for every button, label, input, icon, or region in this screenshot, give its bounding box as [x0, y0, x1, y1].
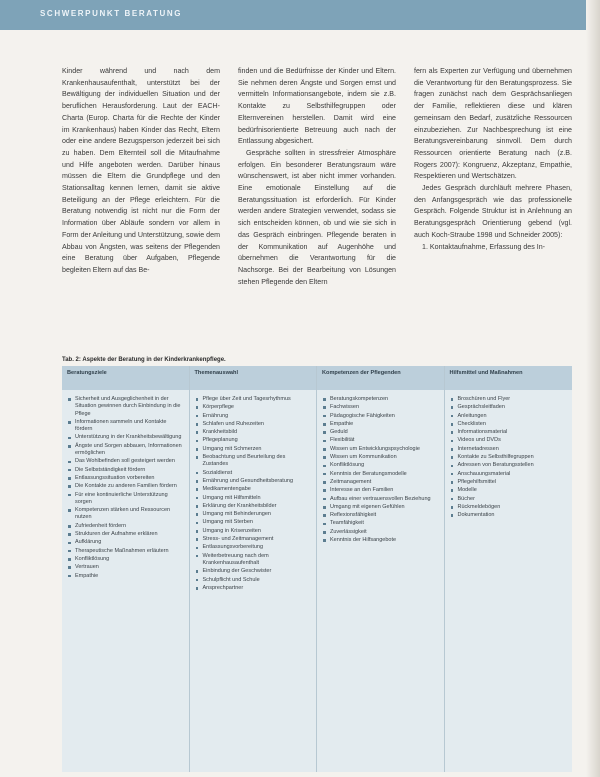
table-item: Gesprächsleitfaden — [450, 404, 569, 411]
table-item: Unterstützung in der Krankheitsbewältigung — [67, 434, 185, 441]
table-item: Ernährung — [195, 413, 313, 420]
table-item: Einbindung der Geschwister — [195, 568, 313, 575]
table-item: Zuverlässigkeit — [322, 529, 440, 536]
table-item: Flexibilität — [322, 437, 440, 444]
table-header: Beratungsziele — [62, 366, 189, 390]
table-item: Entlassungssituation vorbereiten — [67, 475, 185, 482]
table-item: Broschüren und Flyer — [450, 396, 569, 403]
table-header: Hilfsmittel und Maßnahmen — [445, 366, 573, 390]
table-item: Sozialdienst — [195, 470, 313, 477]
table-item: Fachwissen — [322, 404, 440, 411]
table-item: Empathie — [67, 573, 185, 580]
table-item: Aufbau einer vertrauensvollen Beziehung — [322, 496, 440, 503]
table-item: Strukturen der Aufnahme erklären — [67, 531, 185, 538]
table-item: Bücher — [450, 496, 569, 503]
table-item: Ernährung und Gesundheitsberatung — [195, 478, 313, 485]
table-item: Konfliktlösung — [322, 462, 440, 469]
table-item: Schlafen und Ruhezeiten — [195, 421, 313, 428]
paragraph: fern als Experten zur Verfügung und übernehmen die Verantwortung für den Beratungsprozess. Sie fragen zunächst nach dem Gesprächsanliegen der Familie, reflektieren diese und klären gemeinsam den Bedarf, zusätzliche Ressourcen einzubeziehen. Zur Nachbesprechung ist eine Beratungsvereinbarung sinnvoll. Dem durch Ressourcen orientierte Beratung nach (z.B. Rogers 2007): Kongruenz, Akzeptanz, Empathie, Respektieren und Wertschätzen. — [414, 67, 572, 181]
table-item: Anleitungen — [450, 413, 569, 420]
table-item: Krankheitsbild — [195, 429, 313, 436]
table-item: Geduld — [322, 429, 440, 436]
table-item: Für eine kontinuierliche Unterstützung sorgen — [67, 492, 185, 507]
table-item: Beobachtung und Beurteilung des Zustandes — [195, 454, 313, 469]
paragraph: Gespräche sollten in stressfreier Atmosphäre erfolgen. Ein besonderer Beratungsraum wäre wünschenswert, ist aber nicht immer vorhanden. Eine emotionale Einstellung auf die Beratungssituation ist erforderlich. Für Kinder werden andere Strategien verwendet, sodass sie sich entscheiden können, ob und wie sie sich in das Gespräch einbringen. Pflegende beraten in der Kommunikation auf Augenhöhe und übernehmen die Verantwortung für die Nachsorge. Bei der Bearbeitung von Lösungen stehen Pflegende den Eltern — [238, 148, 396, 286]
text-column-1 — [62, 66, 220, 351]
table-item: Die Kontakte zu anderen Familien fördern — [67, 483, 185, 490]
table-caption: Tab. 2: Aspekte der Beratung in der Kinderkrankenpflege. — [62, 357, 226, 363]
table-item: Pflegeplanung — [195, 437, 313, 444]
table-item: Internetadressen — [450, 446, 569, 453]
table-item: Wissen um Kommunikation — [322, 454, 440, 461]
table-item: Umgang mit Sterben — [195, 519, 313, 526]
table-item: Teamfähigkeit — [322, 520, 440, 527]
table-list — [62, 390, 189, 580]
table-item: Rückmeldebögen — [450, 504, 569, 511]
table-item: Kontakte zu Selbsthilfegruppen — [450, 454, 569, 461]
table-item: Zufriedenheit fördern — [67, 523, 185, 530]
table-item: Sicherheit und Ausgeglichenheit in der Situation gewinnen durch Einbindung in die Pflege — [67, 396, 185, 418]
table-item: Konfliktlösung — [67, 556, 185, 563]
table-item: Checklisten — [450, 421, 569, 428]
table-item: Medikamentengabe — [195, 486, 313, 493]
table-item: Pflege über Zeit und Tagesrhythmus — [195, 396, 313, 403]
text-column-3 — [414, 66, 572, 351]
table-item: Kenntnis der Hilfsangebote — [322, 537, 440, 544]
table-list — [190, 390, 317, 592]
table-item: Kenntnis der Beratungsmodelle — [322, 471, 440, 478]
table-list — [445, 390, 573, 519]
table-item: Umgang in Krisenzeiten — [195, 528, 313, 535]
article-body — [62, 66, 572, 351]
table-item: Umgang mit Hilfsmitteln — [195, 495, 313, 502]
table-column-goals — [62, 366, 190, 772]
table-item: Schulpflicht und Schule — [195, 577, 313, 584]
table-item: Anschauungsmaterial — [450, 471, 569, 478]
table-item: Interesse an den Familien — [322, 487, 440, 494]
table-item: Ängste und Sorgen abbauen, Informationen ermöglichen — [67, 443, 185, 458]
table-header: Themenauswahl — [190, 366, 317, 390]
section-header-bar — [0, 0, 600, 30]
table-item: Umgang mit Schmerzen — [195, 446, 313, 453]
table-item: Reflexionsfähigkeit — [322, 512, 440, 519]
table-item: Zeitmanagement — [322, 479, 440, 486]
table-header: Kompetenzen der Pflegenden — [317, 366, 444, 390]
paragraph: finden und die Bedürfnisse der Kinder und Eltern. Sie nehmen deren Ängste und Sorgen ernst und vermitteln Informationsangebote, indem sie z.B. Kontakte zu Selbsthilfegruppen oder Elternvereinen herstellen. Damit wird eine bedürfnisorientierte Betreuung auch nach der Entlassung abgesichert. — [238, 67, 396, 146]
table-item: Vertrauen — [67, 564, 185, 571]
table-item: Pflegehilfsmittel — [450, 479, 569, 486]
table-item: Das Wohlbefinden soll gesteigert werden — [67, 458, 185, 465]
table-item: Adressen von Beratungsstellen — [450, 462, 569, 469]
paragraph: 1. Kontaktaufnahme, Erfassung des In- — [422, 242, 546, 251]
table-item: Entlassungsvorbereitung — [195, 544, 313, 551]
table-item: Umgang mit eigenen Gefühlen — [322, 504, 440, 511]
section-title: SCHWERPUNKT BERATUNG — [40, 9, 183, 18]
table-item: Dokumentation — [450, 512, 569, 519]
page-edge-shadow — [586, 0, 600, 777]
table-item: Informationen sammeln und Kontakte fördern — [67, 419, 185, 434]
table-item: Körperpflege — [195, 404, 313, 411]
table-item: Ansprechpartner — [195, 585, 313, 592]
text-column-2 — [238, 66, 396, 351]
table-item: Wissen um Entwicklungspsychologie — [322, 446, 440, 453]
table-column-topics — [190, 366, 318, 772]
table-item: Stress- und Zeitmanagement — [195, 536, 313, 543]
table-item: Weiterbetreuung nach dem Krankenhausaufenthalt — [195, 553, 313, 568]
table-item: Umgang mit Behinderungen — [195, 511, 313, 518]
table-column-aids — [445, 366, 573, 772]
table-item: Informationsmaterial — [450, 429, 569, 436]
table-item: Die Selbstständigkeit fördern — [67, 467, 185, 474]
table-item: Pädagogische Fähigkeiten — [322, 413, 440, 420]
table-item: Therapeutische Maßnahmen erläutern — [67, 548, 185, 555]
table-item: Kompetenzen stärken und Ressourcen nutzen — [67, 507, 185, 522]
table-item: Erklärung der Krankheitsbilder — [195, 503, 313, 510]
paragraph: Kinder während und nach dem Krankenhausaufenthalt, unterstützt bei der Bewältigung der individuellen Situation und der beruflichen Herausforderung. Laut der EACH-Charta (Europ. Charta für die Rechte der Kinder im Krankenhaus) haben Kinder das Recht, Eltern oder eine andere Bezugsperson jederzeit bei sich zu haben. Dem Elternteil soll die Mitaufnahme und Hilfe angeboten werden. Darüber hinaus müssen die Eltern die Grundpflege und den Stationsalltag kennen lernen, damit sie aktive Beteiligung an der Pflege erleichtern. Für die Beratung notwendig ist nicht nur die Form der Information über Abläufe sondern vor allem in Form der Anleitung und Unterstützung, sowie dem Abbau von Ängsten, was seitens der Pflegenden eine Beratung über Aufgaben, Pflegende begleiten Eltern auf das Be- — [62, 67, 220, 274]
paragraph: Jedes Gespräch durchläuft mehrere Phasen, den Anfangsgespräch wie das professionelle Gespräch. Folgende Struktur ist in Anlehnung an Beratungsgespräch Orientierung gebend (vgl. auch Koch-Straube 1998 und Schneider 2005): — [414, 184, 572, 239]
table-item: Empathie — [322, 421, 440, 428]
table-item: Beratungskompetenzen — [322, 396, 440, 403]
aspects-table — [62, 366, 572, 772]
table-item: Videos und DVDs — [450, 437, 569, 444]
table-item: Modelle — [450, 487, 569, 494]
table-list — [317, 390, 444, 544]
table-item: Aufklärung — [67, 539, 185, 546]
table-column-competences — [317, 366, 445, 772]
